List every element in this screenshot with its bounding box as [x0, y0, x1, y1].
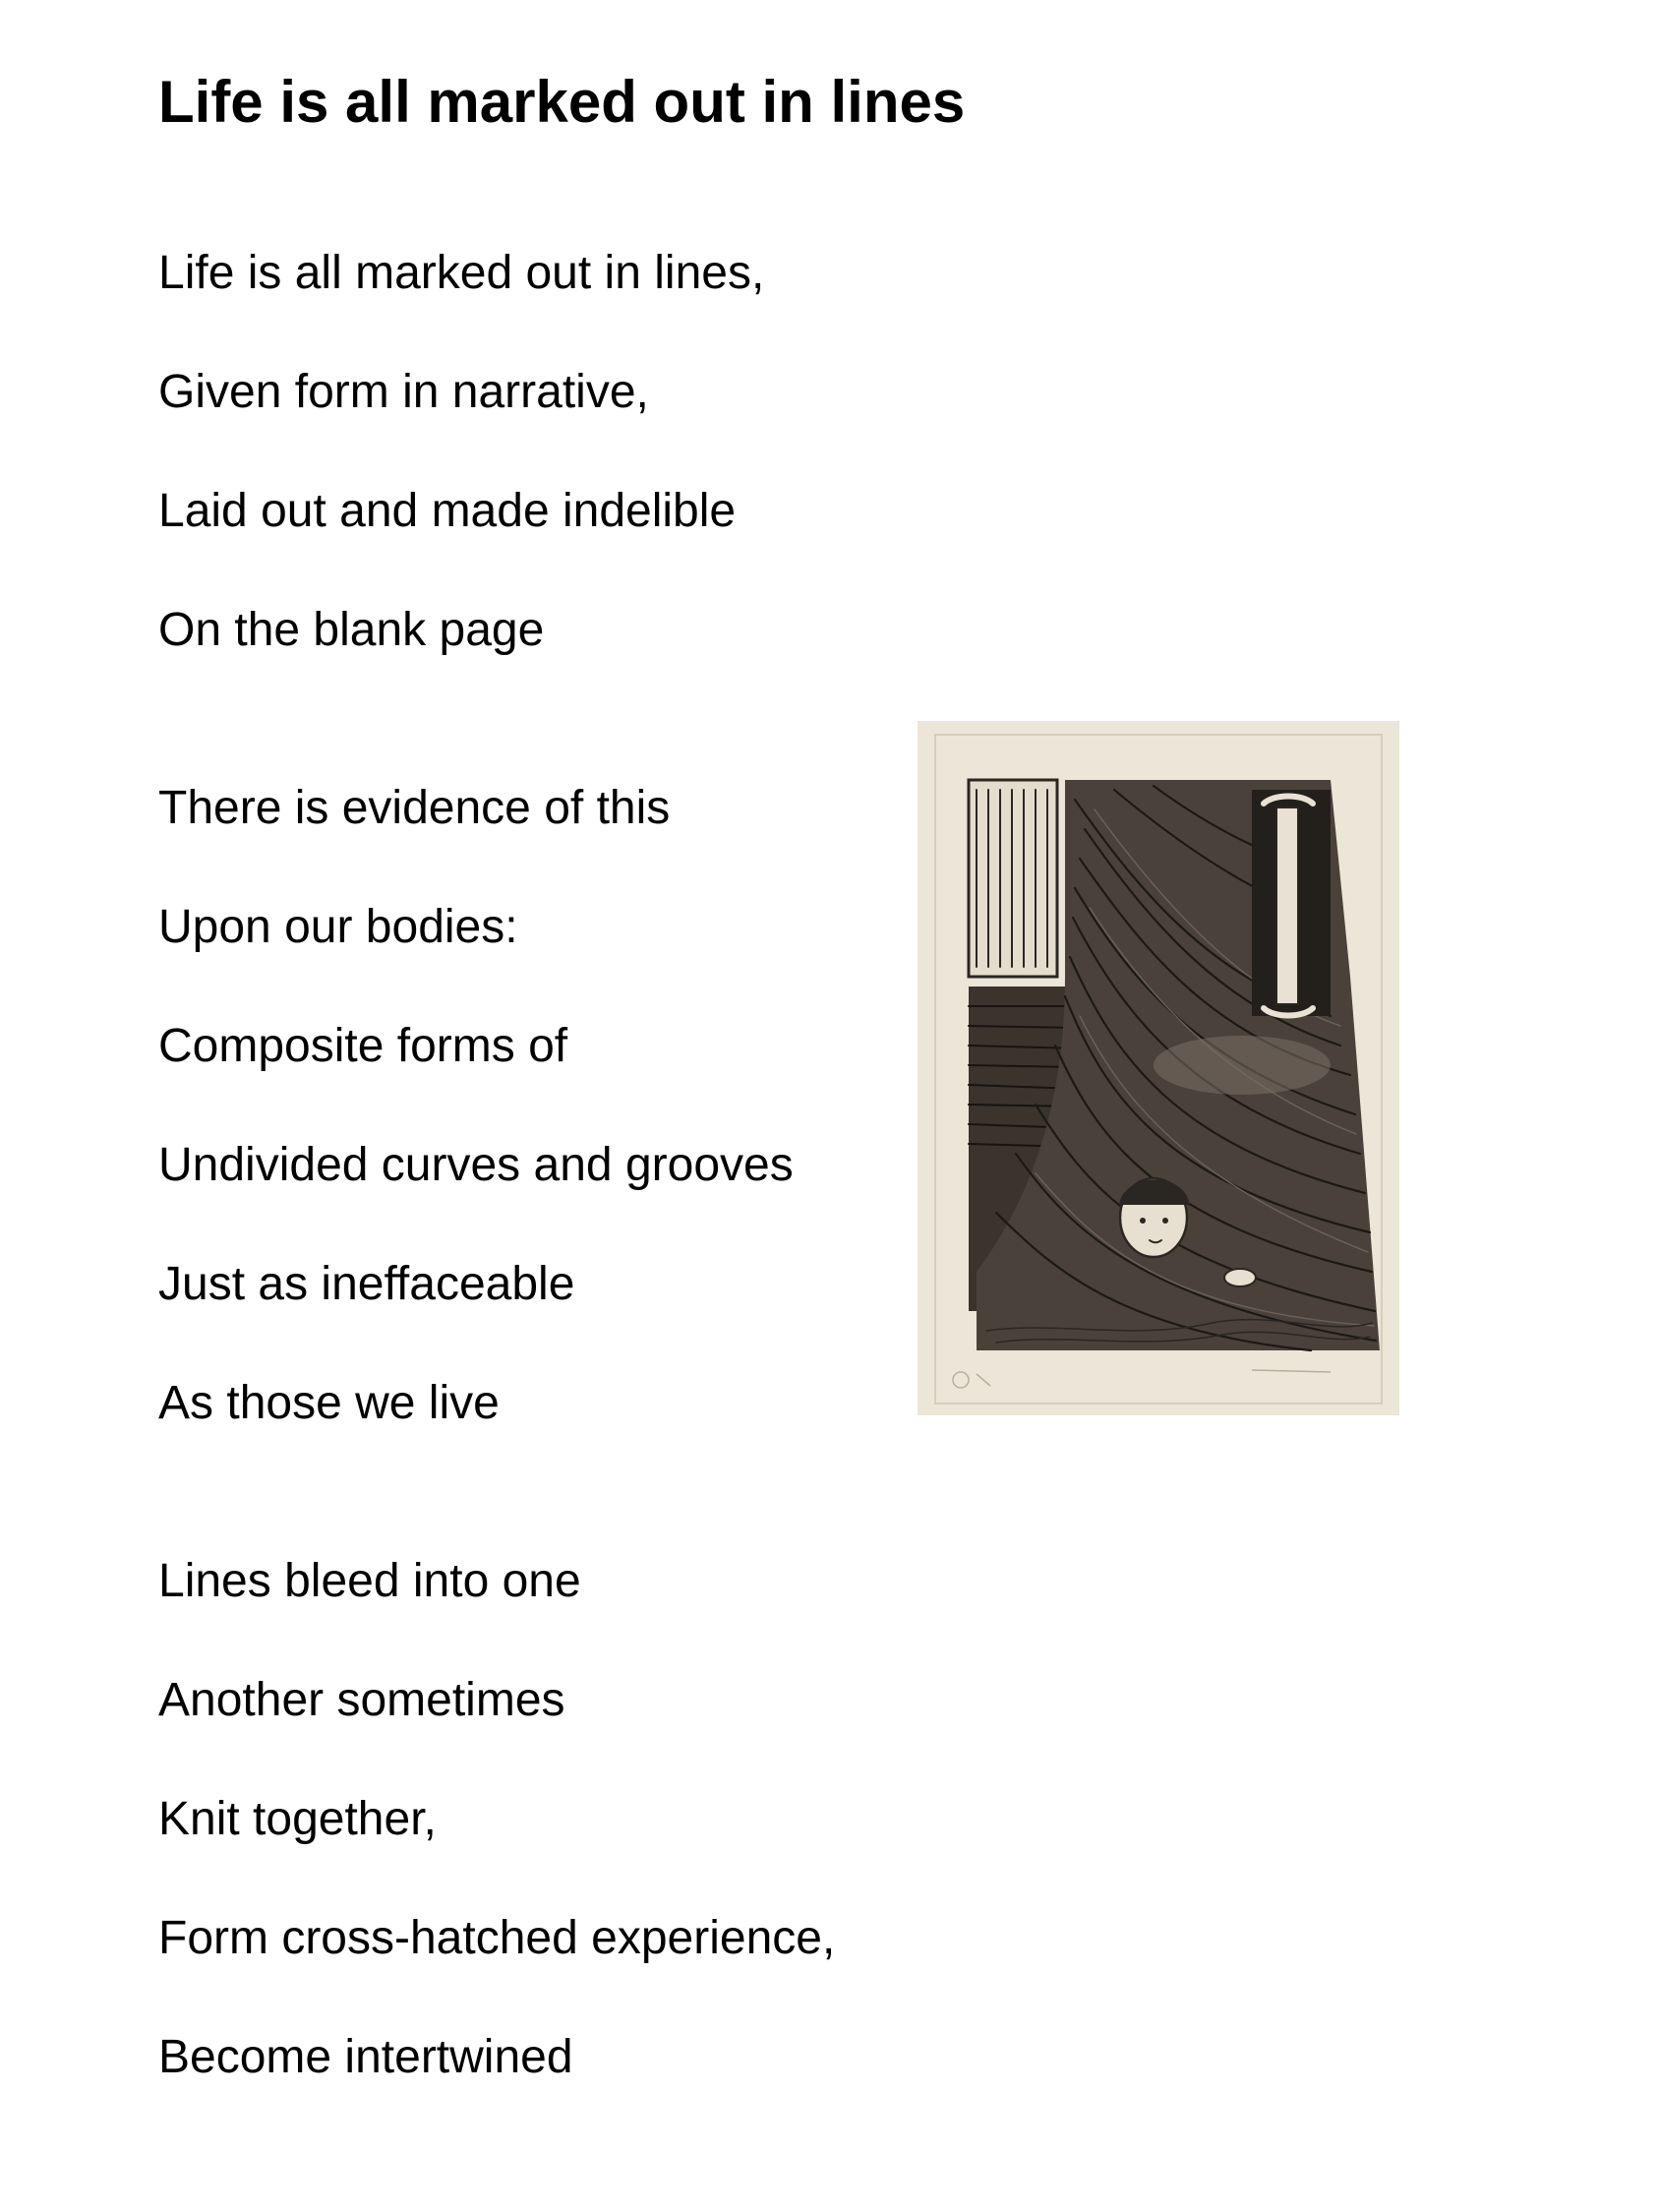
poem-line: Undivided curves and grooves: [158, 1139, 794, 1191]
poem-line: Given form in narrative,: [158, 366, 649, 418]
poem-line: Lines bleed into one: [158, 1555, 581, 1607]
poem-line: Laid out and made indelible: [158, 485, 737, 537]
poem-line: Knit together,: [158, 1793, 437, 1845]
poem-title: Life is all marked out in lines: [158, 69, 966, 135]
poem-line: Upon our bodies:: [158, 901, 518, 953]
poem-line: There is evidence of this: [158, 782, 671, 834]
poem-line: Another sometimes: [158, 1674, 565, 1726]
poem-line: Life is all marked out in lines,: [158, 247, 765, 299]
poem-line: On the blank page: [158, 604, 545, 656]
etching-illustration: [918, 721, 1399, 1415]
poem-line: As those we live: [158, 1377, 500, 1429]
poem-line: Composite forms of: [158, 1020, 568, 1072]
poem-line: Become intertwined: [158, 2031, 573, 2083]
poem-line: Form cross-hatched experience,: [158, 1912, 836, 1964]
poem-line: Just as ineffaceable: [158, 1258, 575, 1310]
